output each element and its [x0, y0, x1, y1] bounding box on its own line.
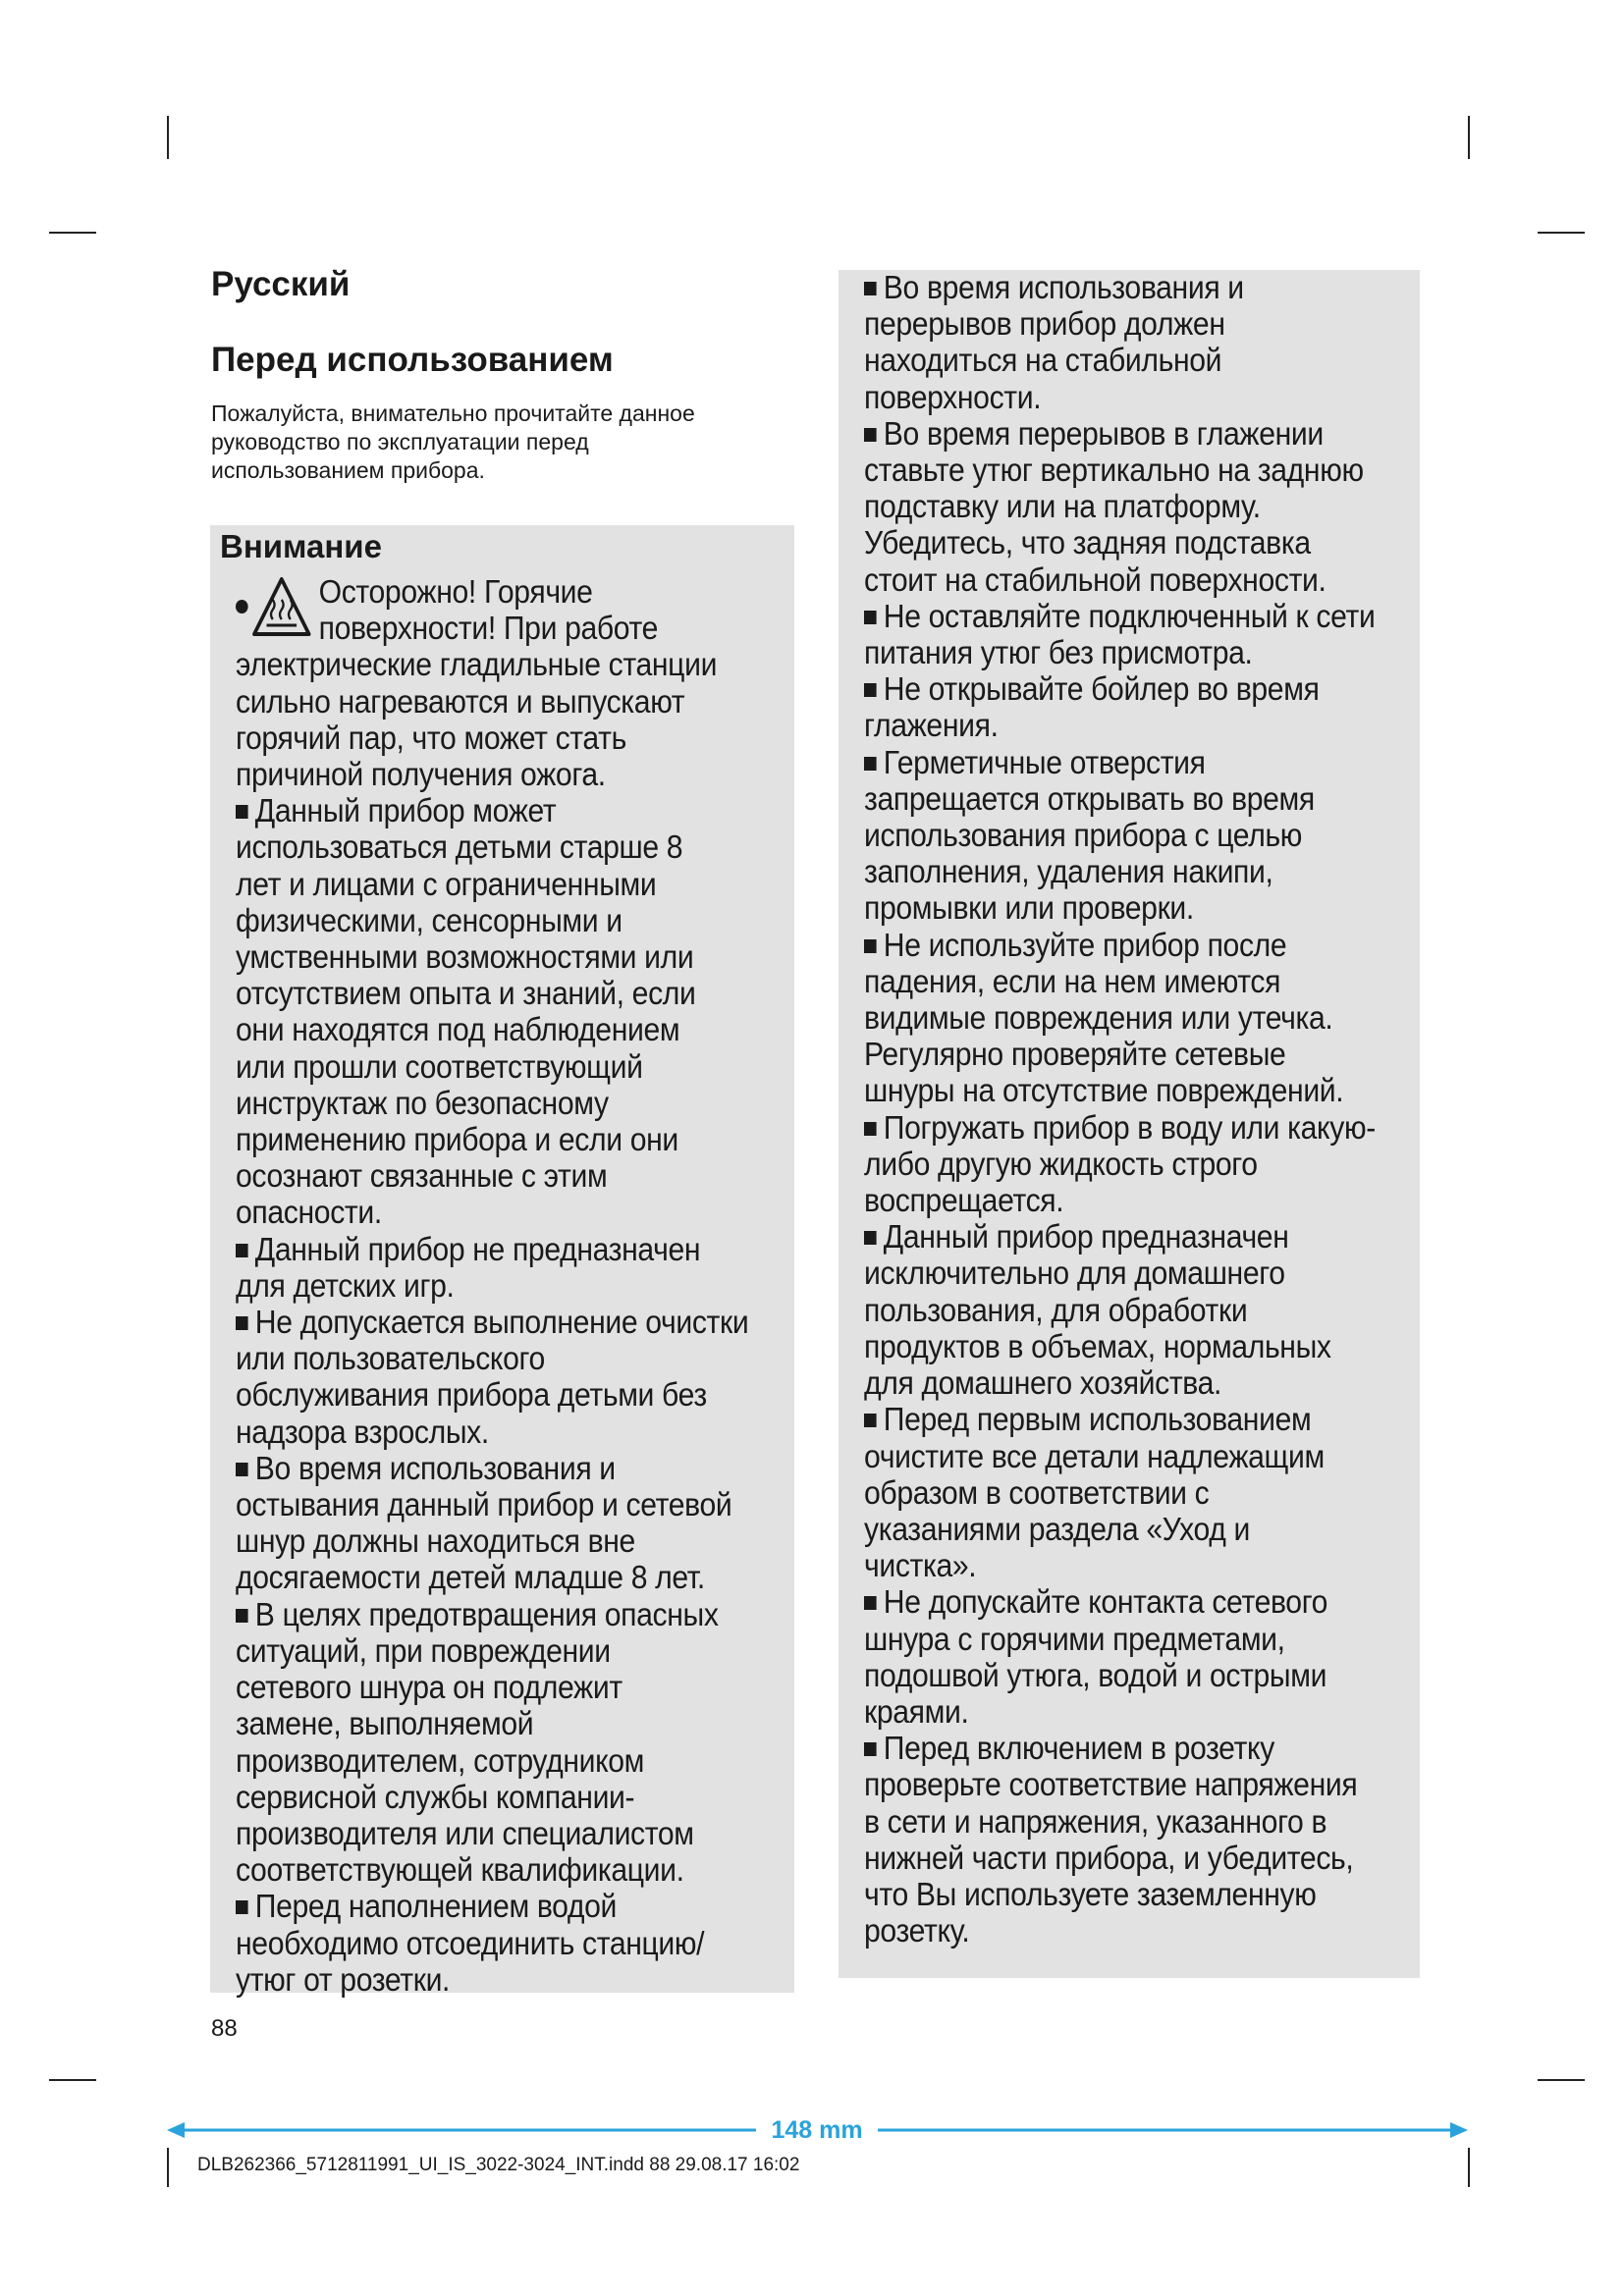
line-text: или пользовательского: [236, 1341, 545, 1378]
warning-box-title: Внимание: [220, 528, 382, 564]
line-text: для домашнего хозяйства.: [864, 1365, 1222, 1403]
text-line: [864, 1255, 1428, 1292]
text-line: [864, 1841, 1428, 1877]
line-text: использования прибора с целью: [864, 818, 1303, 855]
text-line: [236, 1743, 784, 1780]
text-line: [236, 1012, 784, 1048]
bullet-line: [864, 745, 1428, 781]
text-line: [864, 1475, 1428, 1512]
line-text: производителя или специалистом: [236, 1815, 694, 1852]
line-text: обслуживания прибора детьми без: [236, 1377, 707, 1415]
text-line: [236, 1962, 784, 1999]
line-text: производителем, сотрудником: [236, 1742, 645, 1780]
bullet-line: [864, 1731, 1428, 1767]
ruler-label: 148 mm: [771, 2116, 863, 2144]
line-text: розетку.: [864, 1913, 970, 1950]
line-text: продуктов в объемах, нормальных: [864, 1328, 1331, 1365]
line-text: Не оставляйте подключенный к сети: [883, 598, 1376, 635]
line-text: Герметичные отверстия: [883, 744, 1206, 781]
text-line: [864, 1913, 1428, 1949]
line-text: замене, выполняемой: [236, 1706, 534, 1743]
line-text: применению прибора и если они: [236, 1122, 678, 1159]
line-text: физическими, сенсорными и: [236, 902, 623, 939]
text-line: [236, 1377, 784, 1414]
text-line: [236, 1670, 784, 1706]
text-line: [236, 1706, 784, 1742]
line-text: воспрещается.: [864, 1183, 1064, 1220]
text-line: [864, 854, 1428, 890]
line-text: видимые повреждения или утечка.: [864, 1000, 1333, 1038]
line-text: стоит на стабильной поверхности.: [864, 561, 1326, 599]
line-text: Не используйте прибор после: [883, 927, 1287, 964]
line-text: ситуаций, при повреждении: [236, 1632, 611, 1670]
bullet-square-icon: [864, 1414, 877, 1427]
line-text: Не допускайте контакта сетевого: [883, 1584, 1328, 1622]
line-text: причиной получения ожога.: [236, 757, 606, 794]
text-line: [236, 1523, 784, 1560]
line-text: они находятся под наблюдением: [236, 1012, 680, 1049]
line-text: сильно нагреваются и выпускают: [236, 683, 685, 721]
text-line: [864, 964, 1428, 1000]
line-text: падения, если на нем имеются: [864, 963, 1281, 1000]
text-line: [864, 1365, 1428, 1402]
text-line: [864, 525, 1428, 561]
bullet-square-icon: [236, 1609, 248, 1623]
safety-instructions-lines: [864, 270, 1428, 1949]
crop-mark-bottom-left-vertical: [167, 2148, 169, 2187]
line-text: Перед первым использованием: [883, 1402, 1312, 1439]
line-text: чистка».: [864, 1548, 977, 1585]
line-text: использоваться детьми старше 8: [236, 829, 683, 867]
footer-file-info: DLB262366_5712811991_UI_IS_3022-3024_INT.indd 88 29.08.17 16:02: [197, 2155, 800, 2175]
text-line: [864, 562, 1428, 599]
section-heading: Перед использованием: [211, 341, 614, 379]
text-line: [864, 1548, 1428, 1584]
bullet-line: [864, 1584, 1428, 1621]
text-line: [864, 1767, 1428, 1803]
bullet-line: [236, 1305, 784, 1341]
text-line: [236, 976, 784, 1012]
line-text: поверхности.: [864, 379, 1042, 416]
text-line: [864, 1439, 1428, 1475]
line-text: в сети и напряжения, указанного в: [864, 1803, 1327, 1841]
bullet-dot-icon: [236, 600, 248, 614]
line-text: подставку или на платформу.: [864, 489, 1261, 526]
bullet-square-icon: [864, 611, 877, 624]
line-text: В целях предотвращения опасных: [254, 1596, 719, 1633]
line-text: Не допускается выполнение очистки: [254, 1305, 749, 1342]
text-line: [864, 1512, 1428, 1548]
line-text: глажения.: [864, 708, 999, 745]
line-text: Во время перерывов в глажении: [883, 415, 1324, 453]
line-text: заполнения, удаления накипи,: [864, 854, 1273, 891]
line-text: отсутствием опыта и знаний, если: [236, 976, 696, 1013]
line-text: Во время использования и: [883, 270, 1244, 306]
bullet-square-icon: [236, 1900, 248, 1914]
text-line: [236, 1852, 784, 1889]
text-line: [864, 1329, 1428, 1365]
line-text: образом в соответствии с: [864, 1474, 1210, 1512]
line-text: соответствующей квалификации.: [236, 1852, 684, 1890]
bullet-line: [864, 671, 1428, 708]
line-text: Регулярно проверяйте сетевые: [864, 1037, 1286, 1074]
line-text: надзора взрослых.: [236, 1414, 489, 1451]
line-text: Погружать прибор в воду или какую-: [883, 1109, 1376, 1147]
line-text: краями.: [864, 1693, 969, 1731]
text-line: [864, 380, 1428, 416]
text-line: [864, 1694, 1428, 1731]
line-text: Убедитесь, что задняя подставка: [864, 525, 1311, 562]
line-text: Не открывайте бойлер во время: [883, 671, 1320, 709]
bullet-line: [236, 1451, 784, 1487]
line-text: шнур должны находиться вне: [236, 1523, 635, 1561]
text-line: [236, 1268, 784, 1305]
text-line: [864, 343, 1428, 379]
bullet-square-icon: [236, 1316, 248, 1330]
bullet-square-icon: [864, 1596, 877, 1610]
page-number: 88: [211, 2015, 238, 2042]
line-text: Перед наполнением водой: [254, 1889, 618, 1926]
crop-mark-top-right-horizontal: [1538, 232, 1585, 234]
text-line: [864, 1147, 1428, 1183]
bullet-square-icon: [236, 1244, 248, 1257]
line-text: для детских игр.: [236, 1267, 455, 1305]
text-line: [236, 939, 784, 976]
bullet-square-icon: [864, 428, 877, 442]
bullet-square-icon: [864, 1231, 877, 1245]
safety-instructions-box: [839, 270, 1420, 1978]
text-line: [864, 890, 1428, 927]
text-line: Осторожно! Горячие: [318, 574, 593, 611]
line-text: осознают связанные с этим: [236, 1158, 608, 1196]
line-text: или прошли соответствующий: [236, 1048, 643, 1086]
line-text: Во время использования и: [254, 1450, 616, 1487]
bullet-line: [236, 1232, 784, 1268]
bullet-line: [864, 416, 1428, 453]
line-text: питания утюг без присмотра.: [864, 635, 1253, 672]
text-line: [236, 1122, 784, 1158]
width-ruler: [167, 2110, 1468, 2150]
language-heading: Русский: [211, 265, 351, 303]
text-line: [236, 1633, 784, 1670]
line-text: необходимо отсоединить станцию/: [236, 1925, 705, 1962]
line-text: шнура с горячими предметами,: [864, 1621, 1285, 1658]
intro-line: руководство по эксплуатации перед: [211, 429, 589, 454]
text-line: [864, 708, 1428, 744]
bullet-line: [236, 1597, 784, 1633]
warning-box-lines: [236, 647, 784, 1999]
text-line: [236, 684, 784, 721]
line-text: сетевого шнура он подлежит: [236, 1670, 623, 1707]
safety-instructions-body: [864, 270, 1428, 1949]
hot-surface-warning-text: [319, 574, 658, 647]
line-text: проверьте соответствие напряжения: [864, 1767, 1358, 1804]
text-line: [236, 1049, 784, 1086]
text-line: [864, 489, 1428, 525]
line-text: электрические гладильные станции: [236, 647, 718, 684]
text-line: [864, 1622, 1428, 1658]
crop-mark-top-left-horizontal: [49, 232, 96, 234]
line-text: пользования, для обработки: [864, 1292, 1248, 1329]
bullet-square-icon: [864, 1742, 877, 1756]
bullet-square-icon: [864, 939, 877, 953]
text-line: [864, 1804, 1428, 1841]
text-line: [864, 1000, 1428, 1037]
line-text: утюг от розетки.: [236, 1961, 451, 1999]
text-line: [864, 818, 1428, 854]
crop-mark-bottom-right-vertical: [1468, 2148, 1470, 2187]
text-line: [236, 867, 784, 903]
line-text: исключительно для домашнего: [864, 1255, 1285, 1293]
text-line: [864, 453, 1428, 489]
bullet-line: [864, 928, 1428, 964]
text-line: [864, 1073, 1428, 1109]
bullet-square-icon: [864, 683, 877, 697]
line-text: что Вы используете заземленную: [864, 1876, 1317, 1913]
warning-box-body: [236, 574, 784, 1999]
line-text: запрещается открывать во время: [864, 780, 1315, 818]
text-line: [864, 1658, 1428, 1694]
line-text: лет и лицами с ограниченными: [236, 866, 657, 903]
intro-line: использованием прибора.: [211, 457, 485, 483]
text-line: [864, 1037, 1428, 1073]
line-text: указаниями раздела «Уход и: [864, 1511, 1251, 1548]
text-line: [236, 721, 784, 757]
line-text: очистите все детали надлежащим: [864, 1438, 1325, 1475]
bullet-line: [236, 1889, 784, 1925]
line-text: находиться на стабильной: [864, 343, 1222, 380]
line-text: подошвой утюга, водой и острыми: [864, 1657, 1327, 1694]
text-line: [236, 903, 784, 939]
bullet-square-icon: [236, 1463, 248, 1476]
bullet-square-icon: [864, 757, 877, 771]
text-line: [236, 1086, 784, 1122]
text-line: [236, 757, 784, 793]
line-text: Данный прибор может: [254, 793, 557, 830]
text-line: [236, 647, 784, 683]
text-line: [236, 1926, 784, 1962]
text-line: [236, 1415, 784, 1451]
text-line: [236, 1158, 784, 1195]
text-line: [864, 1293, 1428, 1329]
intro-line: Пожалуйста, внимательно прочитайте данное: [211, 400, 695, 426]
bullet-square-icon: [236, 805, 248, 819]
text-line: [236, 1816, 784, 1852]
bullet-square-icon: [864, 1122, 877, 1136]
warning-box: [210, 525, 794, 1999]
line-text: либо другую жидкость строго: [864, 1146, 1258, 1183]
line-text: Данный прибор предназначен: [883, 1219, 1289, 1256]
bullet-line: [864, 270, 1428, 306]
crop-mark-bottom-right-horizontal: [1538, 2079, 1585, 2081]
intro-paragraph: [211, 400, 800, 485]
crop-mark-top-left-vertical: [167, 116, 169, 159]
line-text: шнуры на отсутствие повреждений.: [864, 1073, 1344, 1110]
text-line: [864, 306, 1428, 343]
line-text: Перед включением в розетку: [883, 1731, 1274, 1768]
text-line: поверхности! При работе: [318, 611, 659, 648]
bullet-line: [236, 793, 784, 829]
bullet-square-icon: [864, 282, 877, 295]
hot-surface-warning-item: [236, 574, 784, 647]
text-line: [236, 1560, 784, 1596]
hot-surface-warning-marker: [236, 576, 311, 637]
line-text: ставьте утюг вертикально на заднюю: [864, 453, 1364, 490]
crop-mark-top-right-vertical: [1468, 116, 1470, 159]
line-text: промывки или проверки.: [864, 890, 1194, 928]
text-line: [236, 829, 784, 866]
text-line: [236, 1487, 784, 1523]
line-text: сервисной службы компании-: [236, 1779, 635, 1816]
text-line: [864, 635, 1428, 671]
line-text: инструктаж по безопасному: [236, 1085, 609, 1122]
bullet-line: [864, 599, 1428, 635]
line-text: опасности.: [236, 1195, 382, 1232]
bullet-line: [864, 1402, 1428, 1438]
text-line: [864, 781, 1428, 818]
ruler-arrow-right-icon: [1450, 2122, 1468, 2138]
line-text: нижней части прибора, и убедитесь,: [864, 1840, 1354, 1877]
text-line: [864, 1183, 1428, 1219]
text-line: [236, 1195, 784, 1231]
line-text: Данный прибор не предназначен: [254, 1231, 701, 1268]
line-text: остывания данный прибор и сетевой: [236, 1487, 732, 1524]
text-line: [236, 1780, 784, 1816]
hot-surface-warning-icon: [251, 576, 311, 637]
bullet-line: [864, 1219, 1428, 1255]
line-text: перерывов прибор должен: [864, 306, 1225, 344]
line-text: горячий пар, что может стать: [236, 720, 626, 757]
bullet-line: [864, 1110, 1428, 1147]
line-text: умственными возможностями или: [236, 939, 694, 977]
crop-mark-bottom-left-horizontal: [49, 2079, 96, 2081]
line-text: досягаемости детей младше 8 лет.: [236, 1560, 705, 1597]
text-line: [864, 1877, 1428, 1913]
text-line: [236, 1341, 784, 1377]
